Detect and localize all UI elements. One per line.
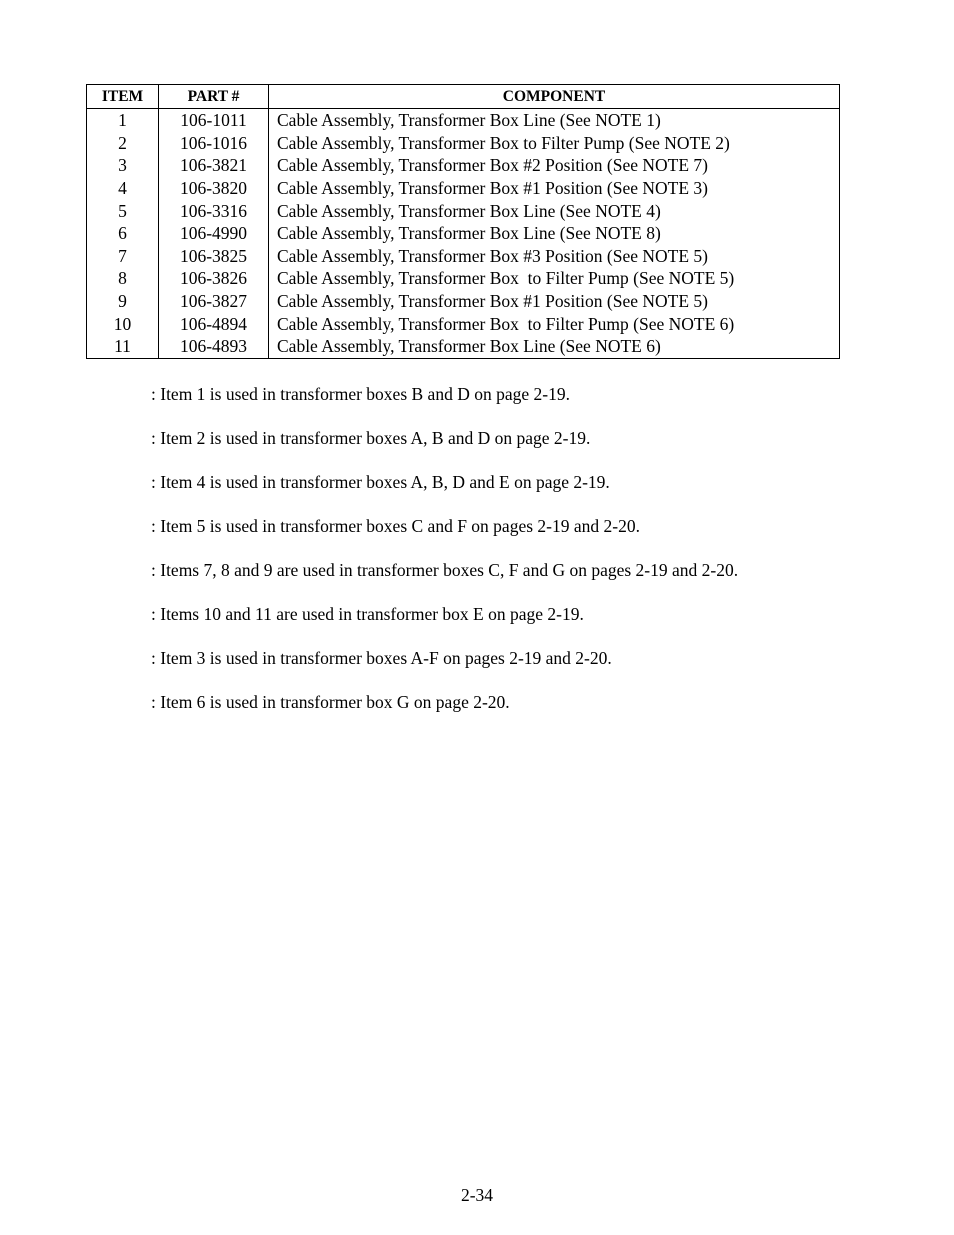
item-cell: 1 (87, 109, 159, 132)
component-cell: Cable Assembly, Transformer Box Line (See NOTE 8) (269, 222, 840, 245)
part-number-cell: 106-4894 (159, 312, 269, 335)
part-number-cell: 106-3821 (159, 154, 269, 177)
header-row (87, 85, 840, 109)
item-cell: 7 (87, 245, 159, 268)
table-row (87, 222, 840, 245)
component-cell: Cable Assembly, Transformer Box #3 Position (See NOTE 5) (269, 245, 840, 268)
component-cell: Cable Assembly, Transformer Box to Filter Pump (See NOTE 2) (269, 132, 840, 155)
parts-table-header (87, 85, 840, 109)
item-cell: 8 (87, 267, 159, 290)
component-cell: Cable Assembly, Transformer Box #1 Position (See NOTE 5) (269, 290, 840, 313)
part-number-cell: 106-4893 (159, 335, 269, 358)
table-row (87, 177, 840, 200)
part-number-cell: 106-4990 (159, 222, 269, 245)
table-row (87, 312, 840, 335)
note-item: : Item 3 is used in transformer boxes A-F on pages 2-19 and 2-20. (151, 648, 612, 668)
component-cell: Cable Assembly, Transformer Box #2 Position (See NOTE 7) (269, 154, 840, 177)
item-cell: 2 (87, 132, 159, 155)
note-item: : Items 7, 8 and 9 are used in transformer boxes C, F and G on pages 2-19 and 2-20. (151, 560, 739, 580)
part-number-cell: 106-3827 (159, 290, 269, 313)
item-cell: 4 (87, 177, 159, 200)
component-cell: Cable Assembly, Transformer Box to Filter Pump (See NOTE 6) (269, 312, 840, 335)
part-number-cell: 106-3820 (159, 177, 269, 200)
part-number-cell: 106-1016 (159, 132, 269, 155)
component-cell: Cable Assembly, Transformer Box Line (See NOTE 6) (269, 335, 840, 358)
item-cell: 9 (87, 290, 159, 313)
notes-list (151, 383, 738, 735)
note-item: : Item 1 is used in transformer boxes B and D on page 2-19. (151, 384, 570, 404)
note-item: : Item 5 is used in transformer boxes C and F on pages 2-19 and 2-20. (151, 516, 640, 536)
part-number-cell: 106-3826 (159, 267, 269, 290)
part-number-cell: 106-1011 (159, 109, 269, 132)
header-component: COMPONENT (269, 85, 840, 109)
table-row (87, 335, 840, 358)
table-row (87, 132, 840, 155)
note-item: : Item 2 is used in transformer boxes A, B and D on page 2-19. (151, 428, 591, 448)
part-number-cell: 106-3316 (159, 199, 269, 222)
parts-table (86, 84, 840, 359)
part-number-cell: 106-3825 (159, 245, 269, 268)
item-cell: 10 (87, 312, 159, 335)
table-row (87, 290, 840, 313)
item-cell: 3 (87, 154, 159, 177)
item-cell: 6 (87, 222, 159, 245)
component-cell: Cable Assembly, Transformer Box #1 Position (See NOTE 3) (269, 177, 840, 200)
component-cell: Cable Assembly, Transformer Box Line (See NOTE 1) (269, 109, 840, 132)
table-row (87, 154, 840, 177)
component-cell: Cable Assembly, Transformer Box Line (See NOTE 4) (269, 199, 840, 222)
table-row (87, 109, 840, 132)
header-item: ITEM (87, 85, 159, 109)
table-row (87, 267, 840, 290)
item-cell: 11 (87, 335, 159, 358)
table-row (87, 199, 840, 222)
table-row (87, 245, 840, 268)
item-cell: 5 (87, 199, 159, 222)
note-item: : Item 4 is used in transformer boxes A, B, D and E on page 2-19. (151, 472, 610, 492)
note-item: : Items 10 and 11 are used in transformer box E on page 2-19. (151, 604, 584, 624)
note-item: : Item 6 is used in transformer box G on page 2-20. (151, 692, 510, 712)
component-cell: Cable Assembly, Transformer Box to Filter Pump (See NOTE 5) (269, 267, 840, 290)
header-part-number: PART # (159, 85, 269, 109)
page-number: 2-34 (460, 1185, 494, 1205)
parts-table-body (87, 109, 840, 359)
